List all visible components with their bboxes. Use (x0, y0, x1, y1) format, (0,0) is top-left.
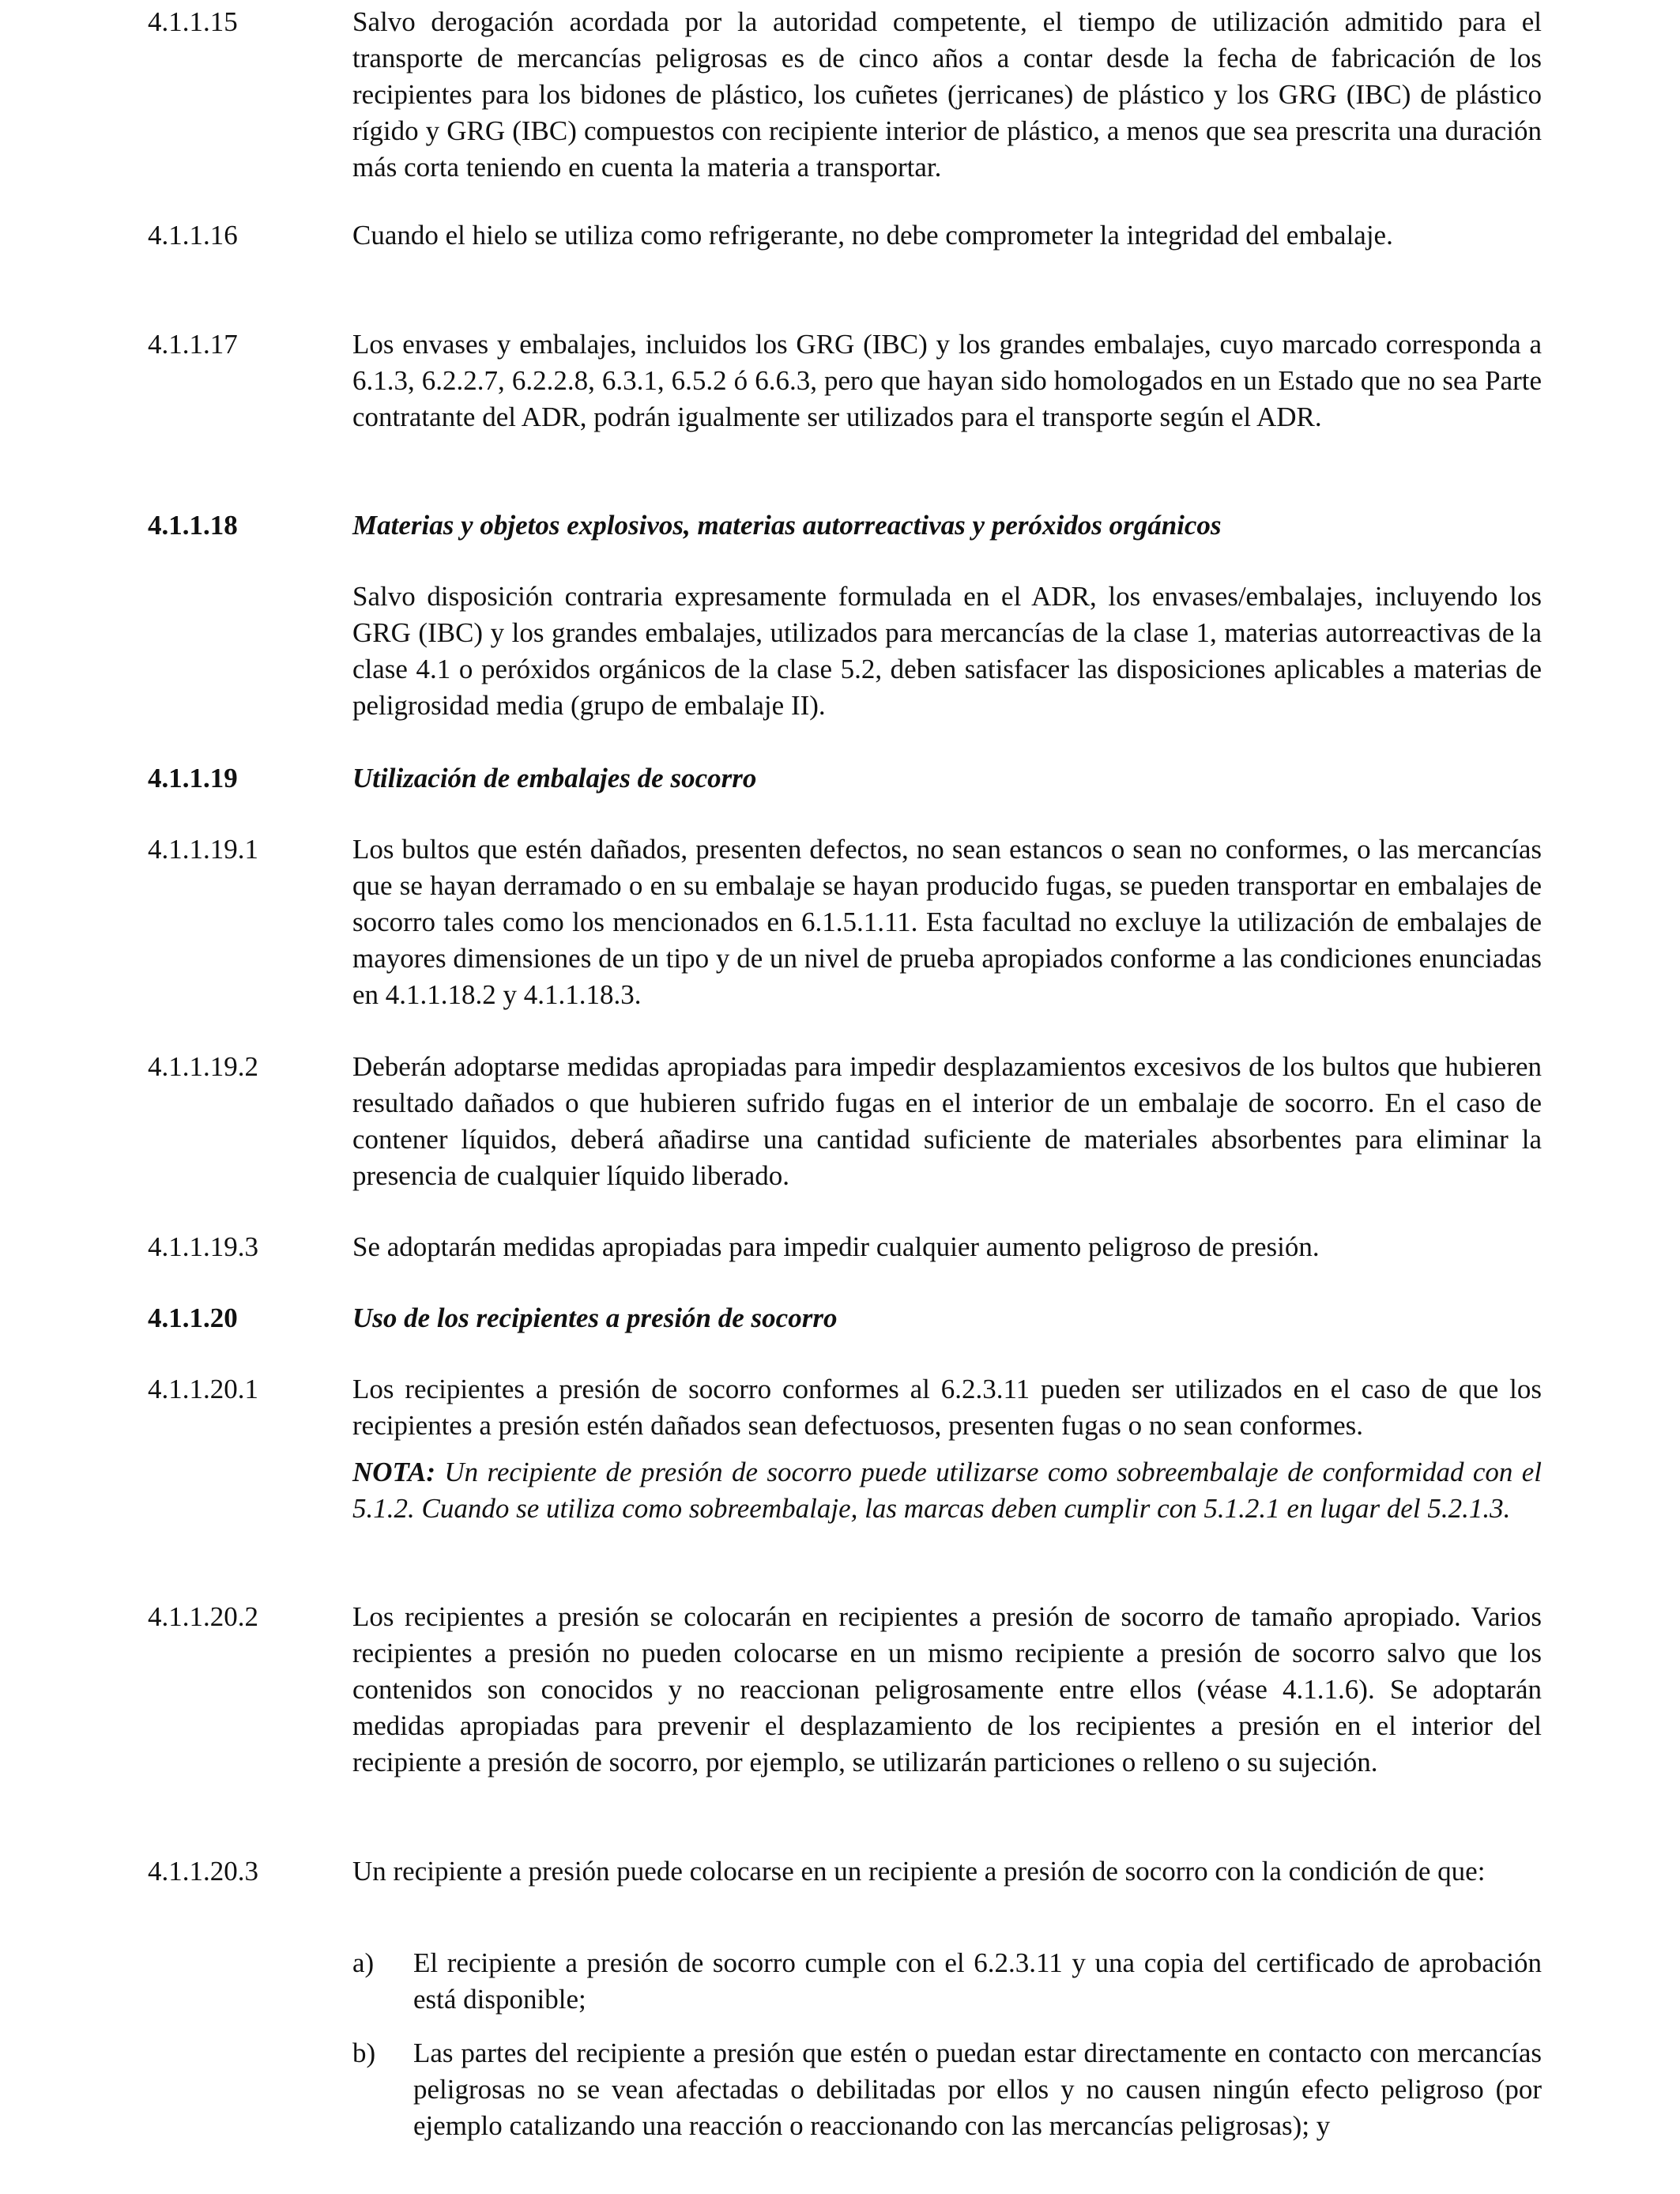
section-number: 4.1.1.19 (148, 763, 238, 794)
section-number: 4.1.1.20.3 (148, 1856, 258, 1887)
section-heading: Uso de los recipientes a presión de socorro (352, 1302, 838, 1333)
section-paragraph: Los recipientes a presión se colocarán en recipientes a presión de socorro de tamaño apropiado. Varios recipientes a presión no pueden colocarse en un mismo recipiente a presión de socorro salvo que los contenidos son conocidos y no reaccionan peligrosamente entre ellos (véase 4.1.1.6). Se adoptarán medidas apropiadas para prevenir el desplazamiento de los recipientes a presión en el interior del recipiente a presión de socorro, por ejemplo, se utilizarán particiones o relleno o su sujeción. (352, 1601, 1542, 1777)
section-paragraph: Los bultos que estén dañados, presenten defectos, no sean estancos o sean no conformes, o las mercancías que se hayan derramado o en su embalaje se hayan producido fugas, se pueden transportar en embalajes de socorro tales como los mencionados en 6.1.5.1.11. Esta facultad no excluye la utilización de embalajes de mayores dimensiones de un tipo y de un nivel de prueba apropiados conforme a las condiciones enunciadas en 4.1.1.18.2 y 4.1.1.18.3. (352, 834, 1542, 1010)
section-paragraph: Se adoptarán medidas apropiadas para impedir cualquier aumento peligroso de presión. (352, 1231, 1320, 1262)
list-item-label: a) (352, 1947, 375, 1978)
note-label: NOTA: (352, 1457, 435, 1487)
list-item-label: b) (352, 2038, 376, 2068)
section-heading: Materias y objetos explosivos, materias autorreactivas y peróxidos orgánicos (352, 510, 1222, 541)
section-number: 4.1.1.20.2 (148, 1601, 258, 1632)
section-number: 4.1.1.17 (148, 329, 238, 360)
section-number: 4.1.1.16 (148, 220, 238, 251)
section-number: 4.1.1.15 (148, 6, 238, 37)
section-number: 4.1.1.19.3 (148, 1231, 258, 1262)
section-paragraph: Salvo disposición contraria expresamente formulada en el ADR, los envases/embalajes, incluyendo los GRG (IBC) y los grandes embalajes, utilizados para mercancías de la clase 1, materias autorreactivas de la clase 4.1 o peróxidos orgánicos de la clase 5.2, deben satisfacer las disposiciones aplicables a materias de peligrosidad media (grupo de embalaje II). (352, 581, 1542, 721)
note-text: Un recipiente de presión de socorro puede utilizarse como sobreembalaje de conformidad con el 5.1.2. Cuando se utiliza como sobreembalaje, las marcas deben cumplir con 5.1.2.1 en lugar del 5.2.1.3. (352, 1457, 1542, 1524)
section-number: 4.1.1.20 (148, 1302, 238, 1333)
section-paragraph: Un recipiente a presión puede colocarse en un recipiente a presión de socorro con la condición de que: (352, 1856, 1486, 1887)
section-number: 4.1.1.19.2 (148, 1051, 258, 1082)
section-heading: Utilización de embalajes de socorro (352, 763, 757, 794)
section-paragraph: Deberán adoptarse medidas apropiadas para impedir desplazamientos excesivos de los bultos que hubieren resultado dañados o que hubieren sufrido fugas en el interior de un embalaje de socorro. En el caso de contener líquidos, deberá añadirse una cantidad suficiente de materiales absorbentes para eliminar la presencia de cualquier líquido liberado. (352, 1051, 1542, 1191)
section-paragraph: Salvo derogación acordada por la autoridad competente, el tiempo de utilización admitido para el transporte de mercancías peligrosas es de cinco años a contar desde la fecha de fabricación de los recipientes para los bidones de plástico, los cuñetes (jerricanes) de plástico y los GRG (IBC) de plástico rígido y GRG (IBC) compuestos con recipiente interior de plástico, a menos que sea prescrita una duración más corta teniendo en cuenta la materia a transportar. (352, 6, 1542, 183)
list-item-text: El recipiente a presión de socorro cumple con el 6.2.3.11 y una copia del certificado de aprobación está disponible; (413, 1947, 1542, 2015)
section-paragraph: Los recipientes a presión de socorro conformes al 6.2.3.11 pueden ser utilizados en el caso de que los recipientes a presión estén dañados sean defectuosos, presenten fugas o no sean conformes. (352, 1374, 1542, 1441)
section-paragraph: Cuando el hielo se utiliza como refrigerante, no debe comprometer la integridad del embalaje. (352, 220, 1393, 251)
list-item-text: Las partes del recipiente a presión que estén o puedan estar directamente en contacto con mercancías peligrosas no se vean afectadas o debilitadas por ellos y no causen ningún efecto peligroso (por ejemplo catalizando una reacción o reaccionando con las mercancías peligrosas); y (413, 2038, 1542, 2141)
section-number: 4.1.1.19.1 (148, 834, 258, 865)
section-number: 4.1.1.20.1 (148, 1374, 258, 1404)
section-number: 4.1.1.18 (148, 510, 238, 541)
note-paragraph (352, 1454, 1542, 1527)
section-paragraph: Los envases y embalajes, incluidos los GRG (IBC) y los grandes embalajes, cuyo marcado corresponda a 6.1.3, 6.2.2.7, 6.2.2.8, 6.3.1, 6.5.2 ó 6.6.3, pero que hayan sido homologados en un Estado que no sea Parte contratante del ADR, podrán igualmente ser utilizados para el transporte según el ADR. (352, 329, 1542, 432)
